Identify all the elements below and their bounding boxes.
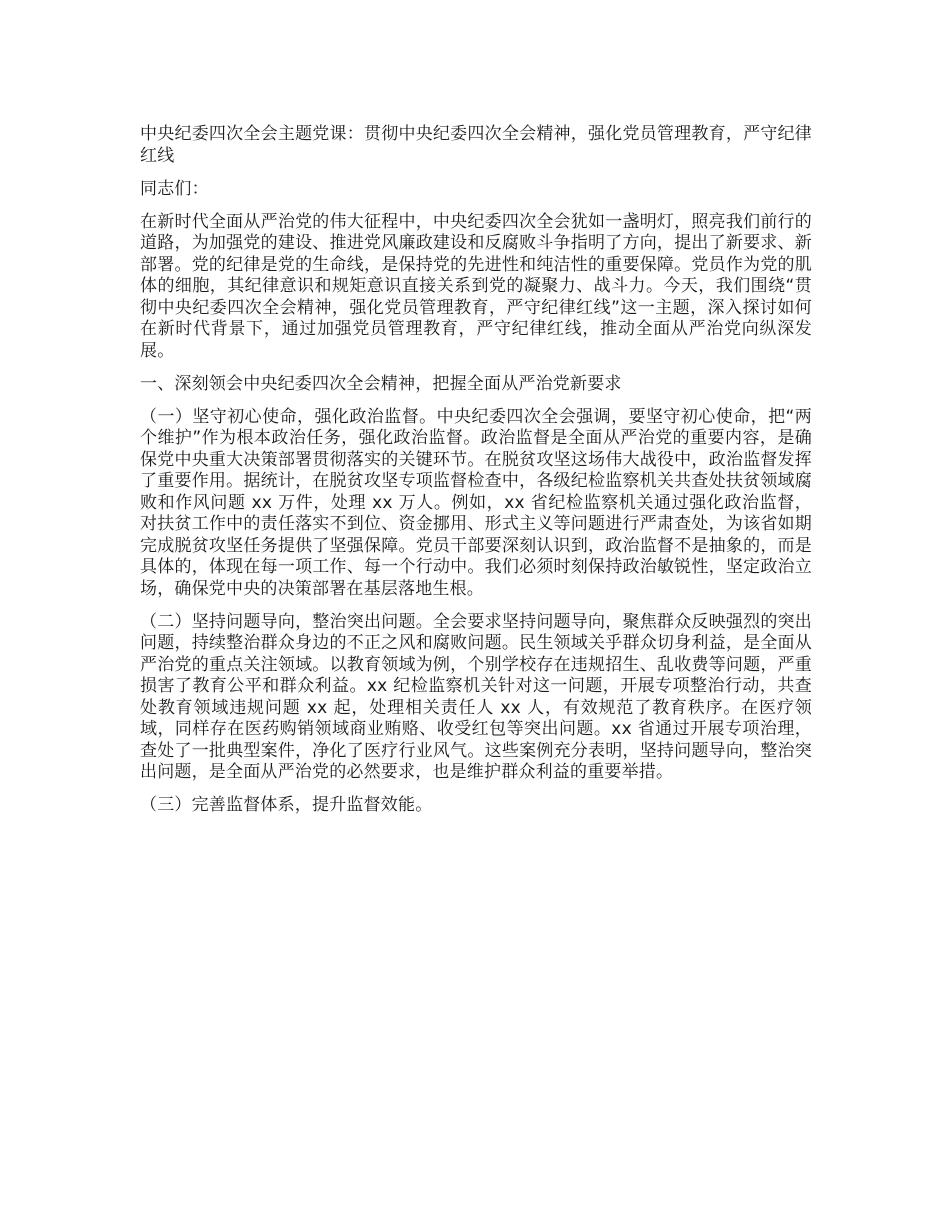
document-title: 中央纪委四次全会主题党课：贯彻中央纪委四次全会精神，强化党员管理教育，严守纪律红线 xyxy=(140,124,812,166)
section-heading: 一、深刻领会中央纪委四次全会精神，把握全面从严治党新要求 xyxy=(140,373,622,394)
document-body xyxy=(140,124,812,828)
paragraph-problem-orientation: （二）坚持问题导向，整治突出问题。全会要求坚持问题导向，聚焦群众反映强烈的突出问题，持续整治群众身边的不正之风和腐败问题。民生领域关乎群众切身利益，是全面从严治党的重点关注领域。以教育领域为例，个别学校存在违规招生、乱收费等问题，严重损害了教育公平和群众利益。xx 纪检监察机关针对这一问题，开展专项整治行动，共查处教育领域违规问题 xx 起，处理相关责任人 xx 人，有效规范了教育秩序。在医疗领域，同样存在医药购销领域商业贿赂、收受红包等突出问题。xx 省通过开展专项治理，查处了一批典型案件，净化了医疗行业风气。这些案例充分表明，坚持问题导向，整治突出问题，是全面从严治党的必然要求，也是维护群众利益的重要举措。 xyxy=(140,611,812,782)
salutation: 同志们： xyxy=(140,178,209,199)
paragraph-supervision-system: （三）完善监督体系，提升监督效能。 xyxy=(140,795,433,815)
paragraph-political-supervision: （一）坚守初心使命，强化政治监督。中央纪委四次全会强调，要坚守初心使命，把“两个维护”作为根本政治任务，强化政治监督。政治监督是全面从严治党的重要内容，是确保党中央重大决策部署贯彻落实的关键环节。在脱贫攻坚这场伟大战役中，政治监督发挥了重要作用。据统计，在脱贫攻坚专项监督检查中，各级纪检监察机关共查处扶贫领域腐败和作风问题 xx 万件，处理 xx 万人。例如，xx 省纪检监察机关通过强化政治监督，对扶贫工作中的责任落实不到位、资金挪用、形式主义等问题进行严肃查处，为该省如期完成脱贫攻坚任务提供了坚强保障。党员干部要深刻认识到，政治监督不是抽象的，而是具体的，体现在每一项工作、每一个行动中。我们必须时刻保持政治敏锐性，坚定政治立场，确保党中央的决策部署在基层落地生根。 xyxy=(140,406,812,599)
intro-paragraph: 在新时代全面从严治党的伟大征程中，中央纪委四次全会犹如一盏明灯，照亮我们前行的道路，为加强党的建设、推进党风廉政建设和反腐败斗争指明了方向，提出了新要求、新部署。党的纪律是党的生命线，是保持党的先进性和纯洁性的重要保障。党员作为党的肌体的细胞，其纪律意识和规矩意识直接关系到党的凝聚力、战斗力。今天，我们围绕“贯彻中央纪委四次全会精神，强化党员管理教育，严守纪律红线”这一主题，深入探讨如何在新时代背景下，通过加强党员管理教育，严守纪律红线，推动全面从严治党向纵深发展。 xyxy=(140,211,812,361)
